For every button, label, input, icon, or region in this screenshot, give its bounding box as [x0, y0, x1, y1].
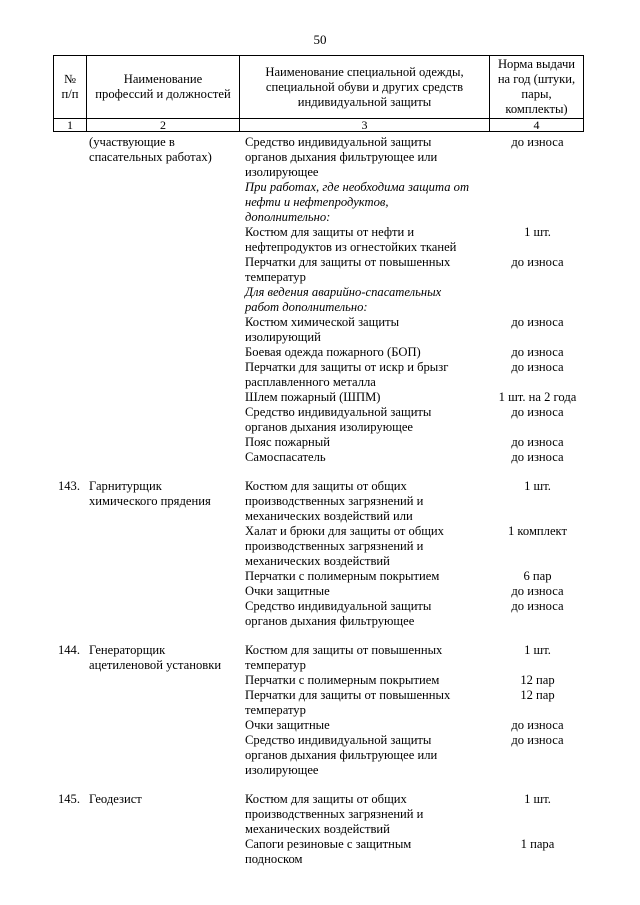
ppe-item-name: Перчатки для защиты от повышенных температур: [245, 255, 451, 284]
profession-name: Генераторщик ацетиленовой установки: [89, 643, 222, 672]
ppe-item-name: Костюм для защиты от повышенных температур: [245, 643, 443, 672]
ppe-item-norm: до износа: [511, 405, 564, 419]
ppe-item-name: Шлем пожарный (ШПМ): [245, 390, 381, 404]
ppe-item-norm: до износа: [511, 345, 564, 359]
ppe-item: [241, 599, 584, 629]
column-numbers-row: [54, 119, 583, 132]
ppe-item: [241, 643, 584, 673]
ppe-item-name: Самоспасатель: [245, 450, 326, 464]
ppe-item-norm: до износа: [511, 733, 564, 747]
ppe-item-norm: 1 комплект: [507, 524, 568, 538]
ppe-item: [241, 688, 584, 718]
ppe-item-norm: 1 шт. на 2 года: [498, 390, 577, 404]
header-ppe-name: Наименование специальной одежды, специальной обуви и других средств индивидуальной защиты: [265, 64, 464, 109]
column-number: 1: [67, 118, 73, 132]
row-number: [53, 135, 83, 465]
ppe-item: [241, 435, 584, 450]
ppe-item-norm: 1 пара: [520, 837, 555, 851]
table-body: [53, 135, 584, 881]
ppe-item-norm: до износа: [511, 315, 564, 329]
ppe-item: [241, 569, 584, 584]
column-number: 4: [533, 118, 540, 132]
ppe-item-name: Очки защитные: [245, 584, 330, 598]
ppe-item-name: Костюм для защиты от нефти и нефтепродуктов из огнестойких тканей: [245, 225, 457, 254]
ppe-item: [241, 225, 584, 255]
header-number: № п/п: [61, 72, 79, 101]
ppe-item-norm: до износа: [511, 718, 564, 732]
table-header: [53, 55, 584, 132]
ppe-item: [241, 285, 584, 315]
ppe-item-norm: до износа: [511, 255, 564, 269]
ppe-item-norm: до износа: [511, 135, 564, 149]
page-number: 50: [313, 32, 327, 47]
ppe-item-norm: [491, 285, 584, 315]
profession-name: (участвующие в спасательных работах): [89, 135, 212, 164]
ppe-item-norm: до износа: [511, 360, 564, 374]
ppe-item: [241, 255, 584, 285]
header-profession: Наименование профессий и должностей: [95, 72, 231, 101]
ppe-item-norm: 1 шт.: [524, 225, 551, 239]
header-norm: Норма выдачи на год (штуки, пары, комплекты): [497, 57, 576, 116]
ppe-item-name: Для ведения аварийно-спасательных работ дополнительно:: [245, 285, 442, 314]
ppe-item-name: Перчатки для защиты от искр и брызг расплавленного металла: [245, 360, 449, 389]
column-number: 3: [361, 118, 368, 132]
table-row: [53, 643, 584, 778]
ppe-item: [241, 733, 584, 778]
table-row: [53, 135, 584, 465]
ppe-item: [241, 673, 584, 688]
ppe-item-norm: 12 пар: [520, 673, 555, 687]
ppe-item: [241, 405, 584, 435]
profession-name: Геодезист: [89, 792, 142, 806]
row-number: 144.: [57, 643, 80, 657]
ppe-item-norm: 1 шт.: [524, 479, 551, 493]
row-number: 145.: [57, 792, 80, 806]
table-row: [53, 792, 584, 867]
ppe-item-name: Средство индивидуальной защиты органов дыхания изолирующее: [245, 405, 432, 434]
ppe-item-norm: до износа: [511, 599, 564, 613]
row-number: 143.: [57, 479, 80, 493]
table-row: [53, 479, 584, 629]
ppe-item-name: Костюм для защиты от общих производственных загрязнений и механических воздействий или: [245, 479, 424, 523]
ppe-item: [241, 315, 584, 345]
profession-name: Гарнитурщик химического прядения: [89, 479, 211, 508]
ppe-item-norm: до износа: [511, 450, 564, 464]
ppe-item: [241, 360, 584, 390]
ppe-item: [241, 345, 584, 360]
ppe-item: [241, 584, 584, 599]
ppe-item: [241, 450, 584, 465]
ppe-item: [241, 390, 584, 405]
ppe-item-name: Перчатки для защиты от повышенных температур: [245, 688, 451, 717]
ppe-item-name: Средство индивидуальной защиты органов дыхания фильтрующее: [245, 599, 432, 628]
ppe-item: [241, 792, 584, 837]
ppe-item: [241, 837, 584, 867]
ppe-item-norm: 6 пар: [523, 569, 552, 583]
ppe-item-name: Костюм химической защиты изолирующий: [245, 315, 400, 344]
ppe-item-name: Сапоги резиновые с защитным подноском: [245, 837, 412, 866]
ppe-item-norm: [491, 180, 584, 225]
ppe-item-name: Боевая одежда пожарного (БОП): [245, 345, 421, 359]
ppe-item-name: Средство индивидуальной защиты органов дыхания фильтрующее или изолирующее: [245, 733, 438, 777]
ppe-item-name: Халат и брюки для защиты от общих производственных загрязнений и механических воздействий: [245, 524, 444, 568]
ppe-item: [241, 180, 584, 225]
ppe-item-name: При работах, где необходима защита от нефти и нефтепродуктов, дополнительно:: [245, 180, 470, 224]
ppe-item-name: Очки защитные: [245, 718, 330, 732]
ppe-item-norm: 1 шт.: [524, 792, 551, 806]
ppe-item: [241, 479, 584, 524]
column-number: 2: [160, 118, 166, 132]
ppe-item-norm: 12 пар: [520, 688, 555, 702]
ppe-item-norm: до износа: [511, 584, 564, 598]
ppe-item-norm: 1 шт.: [524, 643, 551, 657]
ppe-item-name: Пояс пожарный: [245, 435, 330, 449]
ppe-item-norm: до износа: [511, 435, 564, 449]
ppe-item-name: Перчатки с полимерным покрытием: [245, 673, 440, 687]
ppe-item-name: Средство индивидуальной защиты органов дыхания фильтрующее или изолирующее: [245, 135, 438, 179]
ppe-item: [241, 524, 584, 569]
ppe-item: [241, 718, 584, 733]
ppe-item: [241, 135, 584, 180]
ppe-item-name: Костюм для защиты от общих производственных загрязнений и механических воздействий: [245, 792, 424, 836]
ppe-item-name: Перчатки с полимерным покрытием: [245, 569, 440, 583]
